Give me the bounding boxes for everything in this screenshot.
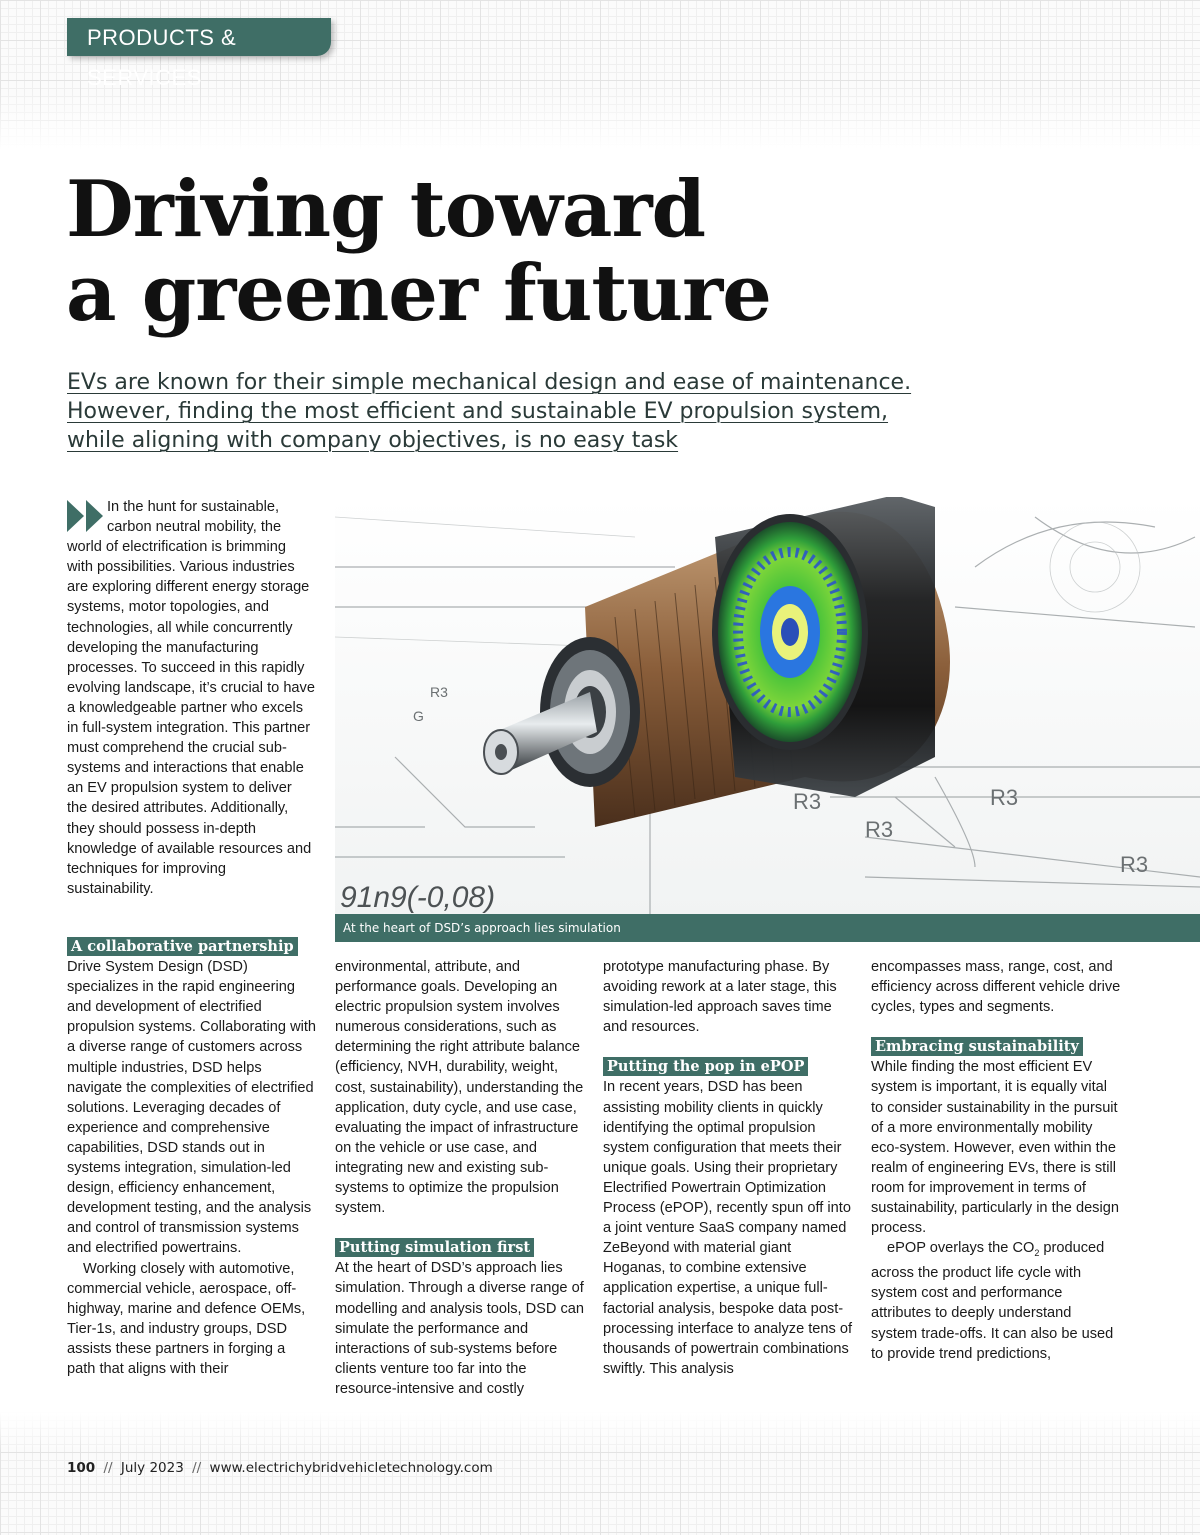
standfirst bbox=[67, 368, 912, 455]
footer-date: July 2023 bbox=[120, 1460, 184, 1476]
title-line-1: Driving toward bbox=[66, 164, 706, 255]
drawing-label-r3-c: R3 bbox=[865, 817, 894, 842]
title-line-2: a greener future bbox=[66, 248, 771, 339]
standfirst-line-3: while aligning with company objectives, is no easy task bbox=[67, 428, 679, 453]
col2-paragraph-2: At the heart of DSD’s approach lies simulation. Through a diverse range of modelling and analysis tools, DSD can simulate the performance and interactions of sub-systems before clients venture too far into the resource-intensive and costly bbox=[335, 1260, 585, 1397]
col4-p3-end: produced across the product life cycle with system cost and performance attributes to deeply understand system trade-offs. It can also be used to provide trend predictions, bbox=[871, 1240, 1114, 1362]
col4-paragraph-3 bbox=[871, 1238, 1121, 1363]
column-4 bbox=[871, 957, 1121, 1364]
col1-paragraph-1: Drive System Design (DSD) specializes in the rapid engineering and development of electrified propulsion systems. Collaborating with a diverse range of customers across multiple industries, DSD helps navigate the complexities of electrified solutions. Leveraging decades of experience and comprehensive capabilities, DSD stands out in systems integration, simulation-led design, efficiency enhancement, development testing, and the analysis and control of transmission systems and electrified powertrains. bbox=[67, 959, 317, 1257]
col3-paragraph-1: prototype manufacturing phase. By avoiding rework at a later stage, this simulation-led approach saves time and resources. bbox=[603, 959, 837, 1036]
column-3 bbox=[603, 957, 853, 1379]
section-tab: PRODUCTS & SERVICES bbox=[67, 18, 331, 56]
intro-lead-1: In the hunt for sustainable, bbox=[107, 499, 279, 515]
drawing-label-r3-d: R3 bbox=[990, 785, 1019, 810]
drawing-label-dimension: 91n9(-0,08) bbox=[340, 881, 496, 914]
motor-figure bbox=[335, 497, 1200, 917]
double-arrow-icon bbox=[67, 500, 105, 532]
page-title bbox=[66, 164, 771, 339]
subhead-putting-the-pop-in-epop: Putting the pop in ePOP bbox=[603, 1057, 808, 1076]
drawing-label-r3-a: R3 bbox=[430, 684, 448, 700]
drawing-label-g: G bbox=[413, 708, 424, 724]
col4-paragraph-2: While finding the most efficient EV system is important, it is equally vital to consider sustainability in the pursuit of a more environmentally mobility eco-system. However, even within the realm of engineering EVs, there is still room for improvement in terms of sustainability, particularly in the design process. bbox=[871, 1059, 1119, 1237]
figure-caption: At the heart of DSD’s approach lies simulation bbox=[335, 914, 1200, 942]
drawing-label-r3-e: R3 bbox=[1120, 852, 1149, 877]
grid-fade-bottom bbox=[0, 1412, 1200, 1452]
drawing-label-r3-b: R3 bbox=[793, 789, 822, 814]
col4-paragraph-1: encompasses mass, range, cost, and efficiency across different vehicle drive cycles, types and segments. bbox=[871, 959, 1121, 1016]
subhead-collaborative-partnership: A collaborative partnership bbox=[67, 937, 298, 956]
grid-fade-top bbox=[0, 90, 1200, 150]
motor-illustration bbox=[335, 497, 1200, 917]
intro-lead-2: carbon neutral mobility, the bbox=[107, 519, 282, 536]
column-1 bbox=[67, 937, 317, 1379]
col2-paragraph-1: environmental, attribute, and performance goals. Developing an electric propulsion system involves numerous considerations, such as determining the right attribute balance (efficiency, NVH, durability, weight, cost, sustainability), understanding the application, duty cycle, and use case, evaluating the impact of infrastructure on the vehicle or use case, and integrating new and existing sub-systems to optimize the propulsion system. bbox=[335, 959, 584, 1217]
column-2 bbox=[335, 957, 585, 1399]
standfirst-line-1: EVs are known for their simple mechanical design and ease of maintenance. bbox=[67, 370, 912, 395]
standfirst-line-2: However, finding the most efficient and sustainable EV propulsion system, bbox=[67, 399, 889, 424]
intro-body: world of electrification is brimming with possibilities. Various industries are exploring different energy storage systems, motor topologies, and technologies, all while concurrently developing the manufacturing processes. To succeed in this rapidly evolving landscape, it’s crucial to have a knowledgeable partner who excels in full-system integration. This partner must comprehend the crucial sub-systems and interactions that enable an EV propulsion system to deliver the desired attributes. Additionally, they should possess in-depth knowledge of available resources and techniques for improving sustainability. bbox=[67, 539, 315, 897]
page-number: 100 bbox=[67, 1460, 96, 1476]
col4-p3-start: ePOP overlays the CO bbox=[887, 1240, 1035, 1257]
col3-paragraph-2: In recent years, DSD has been assisting mobility clients in quickly identifying the optimal propulsion system configuration that meets their unique goals. Using their proprietary Electrified Powertrain Optimization Process (ePOP), recently spun off into a joint venture SaaS company named ZeBeyond with material giant Hoganas, to combine extensive application expertise, a unique full-factorial analysis, bespoke data post-processing interface to analyze tens of thousands of powertrain combinations swiftly. This analysis bbox=[603, 1079, 853, 1377]
subhead-embracing-sustainability: Embracing sustainability bbox=[871, 1037, 1083, 1056]
footer-separator-2: // bbox=[192, 1460, 202, 1476]
footer-url[interactable]: www.electrichybridvehicletechnology.com bbox=[209, 1460, 493, 1476]
subhead-putting-simulation-first: Putting simulation first bbox=[335, 1238, 534, 1257]
footer-separator-1: // bbox=[103, 1460, 113, 1476]
intro-paragraph bbox=[67, 497, 315, 899]
col1-paragraph-2: Working closely with automotive, commercial vehicle, aerospace, off-highway, marine and defence OEMs, Tier-1s, and industry groups, DSD assists these partners in forging a path that aligns with their bbox=[67, 1260, 306, 1377]
co2-subscript: 2 bbox=[1034, 1248, 1040, 1259]
page-footer bbox=[67, 1460, 493, 1476]
